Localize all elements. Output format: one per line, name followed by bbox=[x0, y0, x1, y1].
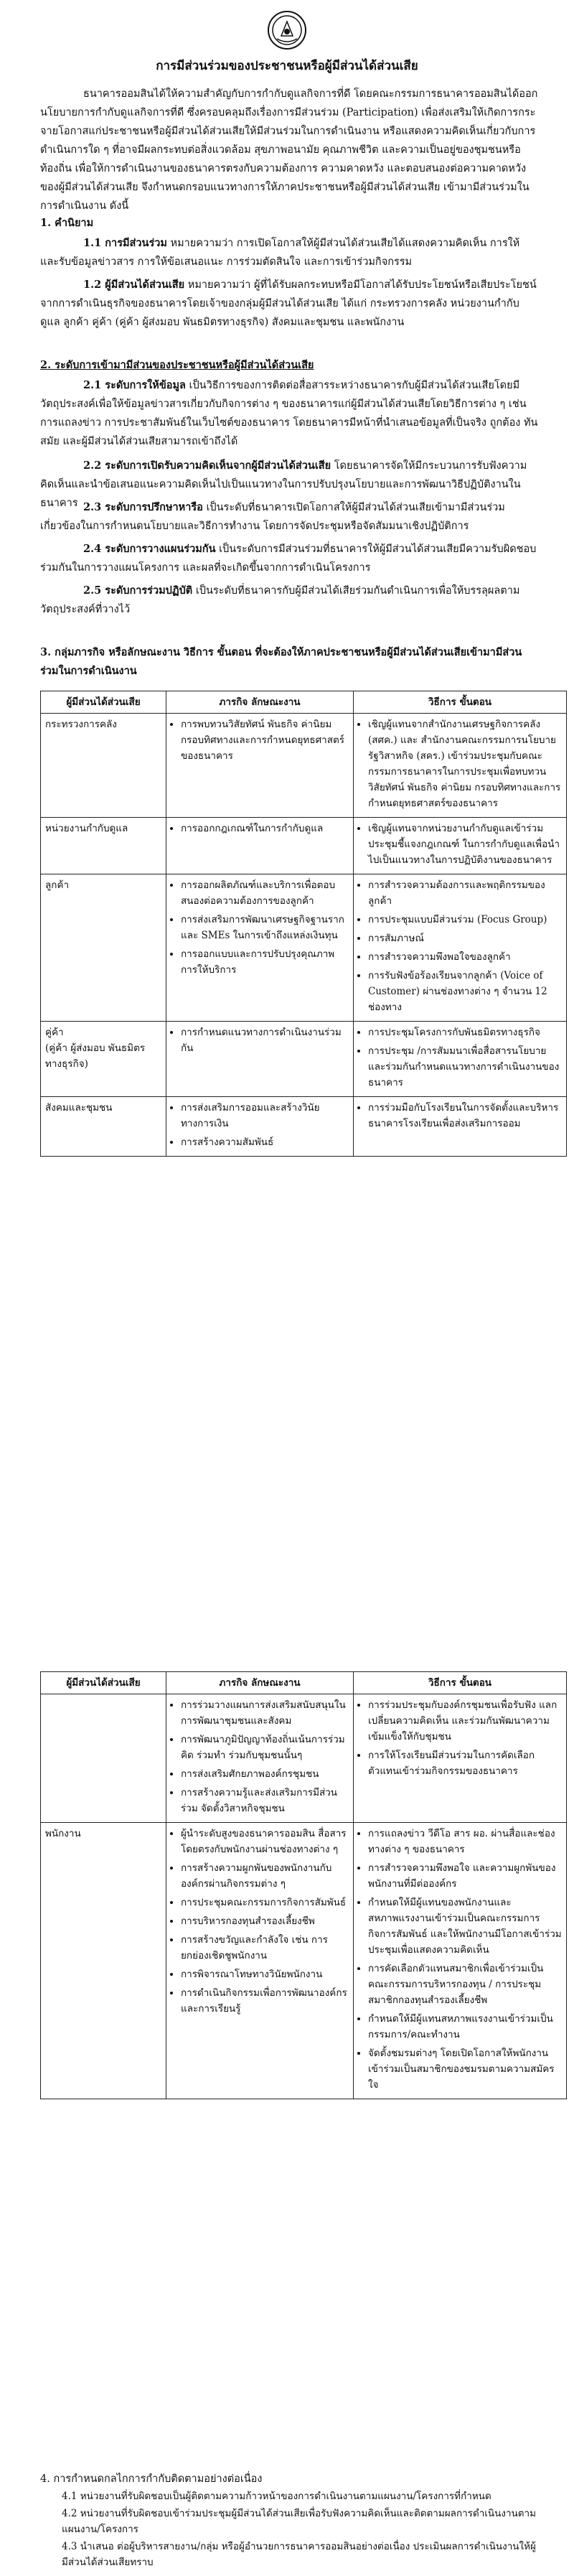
bullet-list bbox=[171, 821, 349, 836]
bullet-list bbox=[358, 877, 562, 1015]
level-consultation: 2.3 ระดับการปรึกษาหารือ เป็นระดับที่ธนาคารเปิดโอกาสให้ผู้มีส่วนได้ส่วนเสียเข้ามามีส่วนร่วมเกี่ยวข้องในการกำหนดนโยบายและวิธีการทำงาน โดยการจัดประชุมหรือจัดสัมมนาเชิงปฏิบัติการ bbox=[40, 501, 505, 532]
table-row bbox=[41, 1022, 567, 1097]
definition-stakeholder: 1.2 ผู้มีส่วนได้ส่วนเสีย หมายความว่า ผู้ที่ได้รับผลกระทบหรือมีโอกาสได้รับประโยชน์หรือเสียประโยชน์จากการดำเนินธุรกิจของธนาคารโดยเจ้าของกลุ่มผู้มีส่วนได้ส่วนเสีย ได้แก่ กระทรวงการคลัง หน่วยงานกำกับดูแล ลูกค้า คู่ค้า (คู่ค้า ผู้ส่งมอบ พันธมิตรทางธุรกิจ) สังคมและชุมชน และพนักงาน bbox=[40, 279, 537, 328]
table-row bbox=[41, 1694, 567, 1823]
column-header: ผู้มีส่วนได้ส่วนเสีย bbox=[41, 1672, 166, 1694]
bullet-list bbox=[358, 821, 562, 868]
bullet-list bbox=[358, 1100, 562, 1131]
list-item: • การสำรวจความพึงพอใจของลูกค้า bbox=[368, 949, 562, 965]
tasks-cell bbox=[166, 818, 354, 874]
column-header: วิธีการ ขั้นตอน bbox=[354, 1672, 567, 1694]
monitoring-item: 4.2 หน่วยงานที่รับผิดชอบเข้าร่วมประชุมผู้มีส่วนได้ส่วนเสียเพื่อรับฟังความคิดเห็นและติดตามผลการดำเนินงานตามแผนงาน/โครงการ bbox=[62, 2508, 537, 2535]
table-header-row bbox=[41, 1672, 567, 1694]
intro-paragraph: ธนาคารออมสินได้ให้ความสำคัญกับการกำกับดูแลกิจการที่ดี โดยคณะกรรมการธนาคารออมสินได้ออกนโยบายการกำกับดูแลกิจการที่ดี ซึ่งครอบคลุมถึงเรื่องการมีส่วนร่วม (Participation) เพื่อส่งเสริมให้เกิดการกระจายโอกาสแก่ประชาชนหรือผู้มีส่วนได้ส่วนเสียให้มีส่วนร่วมในการดำเนินงาน หรือแสดงความคิดเห็นเกี่ยวกับการดำเนินการใด ๆ ที่อาจมีผลกระทบต่อสิ่งแวดล้อม สุขภาพอนามัย คุณภาพชีวิต และความเป็นอยู่ของชุมชนหรือท้องถิ่น เพื่อให้การดำเนินงานของธนาคารตรงกับความต้องการ ความคาดหวัง และตอบสนองต่อความคาดหวังของผู้มีส่วนได้ส่วนเสีย จึงกำหนดกรอบแนวทางการให้ภาคประชาชนหรือผู้มีส่วนได้ส่วนเสีย เข้ามามีส่วนร่วมในการดำเนินงาน ดังนี้ bbox=[40, 88, 538, 212]
bullet-list bbox=[171, 877, 349, 978]
table-row bbox=[41, 1097, 567, 1157]
methods-cell bbox=[354, 1022, 567, 1097]
bullet-list bbox=[358, 1697, 562, 1779]
list-item: • การรับฟังข้อร้องเรียนจากลูกค้า (Voice of Customer) ผ่านช่องทางต่าง ๆ จำนวน 12 ช่องทาง bbox=[368, 968, 562, 1015]
methods-cell bbox=[354, 818, 567, 874]
thai-government-seal-icon bbox=[267, 10, 307, 50]
column-header: ภารกิจ ลักษณะงาน bbox=[166, 691, 354, 714]
list-item: • จัดตั้งชมรมต่างๆ โดยเปิดโอกาสให้พนักงานเข้าร่วมเป็นสมาชิกของชมรมตามความสมัครใจ bbox=[368, 2045, 562, 2093]
section-1-heading: 1. คำนิยาม bbox=[40, 217, 94, 229]
stakeholder-cell: ลูกค้า bbox=[41, 874, 166, 1022]
stakeholder-table-continued bbox=[40, 1671, 567, 2099]
tasks-cell bbox=[166, 1823, 354, 2099]
table-row bbox=[41, 818, 567, 874]
list-item: • การพิจารณาโทษทางวินัยพนักงาน bbox=[181, 1966, 349, 1982]
bullet-list bbox=[171, 1025, 349, 1056]
monitoring-item: 4.3 นำเสนอ ต่อผู้บริหารสายงาน/กลุ่ม หรือผู้อำนวยการธนาคารออมสินอย่างต่อเนื่อง ประเมินผลการดำเนินงานให้ผู้มีส่วนได้ส่วนเสียทราบ bbox=[62, 2541, 536, 2568]
stakeholder-cell: หน่วยงานกำกับดูแล bbox=[41, 818, 166, 874]
list-item: • การแถลงข่าว วีดีโอ สาร ผอ. ผ่านสื่อและช่องทางต่าง ๆ ของธนาคาร bbox=[368, 1826, 562, 1857]
monitoring-item: 4.1 หน่วยงานที่รับผิดชอบเป็นผู้ติดตามความก้าวหน้าของการดำเนินงานตามแผนงาน/โครงการที่กำหนด bbox=[62, 2491, 491, 2502]
section-4-heading: 4. การกำหนดกลไกการกำกับติดตามอย่างต่อเนื่อง bbox=[40, 2473, 263, 2485]
column-header: ภารกิจ ลักษณะงาน bbox=[166, 1672, 354, 1694]
column-header: ผู้มีส่วนได้ส่วนเสีย bbox=[41, 691, 166, 714]
list-item: • การร่วมประชุมกับองค์กรชุมชนเพื่อรับฟัง แลกเปลี่ยนความคิดเห็น และร่วมกันพัฒนาความเข้มแข็งให้กับชุมชน bbox=[368, 1697, 562, 1745]
table-header-row bbox=[41, 691, 567, 714]
list-item: • การประชุมแบบมีส่วนร่วม (Focus Group) bbox=[368, 912, 562, 928]
tasks-cell bbox=[166, 714, 354, 818]
bullet-list bbox=[171, 1100, 349, 1150]
list-item: • การร่วมมือกับโรงเรียนในการจัดตั้งและบริหารธนาคารโรงเรียนเพื่อส่งเสริมการออม bbox=[368, 1100, 562, 1131]
term-label: 1.2 ผู้มีส่วนได้ส่วนเสีย bbox=[83, 279, 185, 291]
level-opinion: 2.2 ระดับการเปิดรับความคิดเห็นจากผู้มีส่วนได้ส่วนเสีย โดยธนาคารจัดให้มีกระบวนการรับฟังความคิดเห็นและนำข้อเสนอแนะความคิดเห็นไปเป็นแนวทางในการปรับปรุงนโยบายและการพัฒนาวิธีปฏิบัติงานในธนาคาร bbox=[40, 459, 527, 509]
bullet-list bbox=[358, 1025, 562, 1091]
list-item: • ผู้นำระดับสูงของธนาคารออมสิน สื่อสารโดยตรงกับพนักงานผ่านช่องทางต่าง ๆ bbox=[181, 1826, 349, 1857]
list-item: • กำหนดให้มีผู้แทนของพนักงานและสหภาพแรงงานเข้าร่วมเป็นคณะกรรมการกิจการสัมพันธ์ และให้พนักงานมีโอกาสเข้าร่วมประชุมเพื่อแสดงความคิดเห็น bbox=[368, 1895, 562, 1958]
section-3-heading: 3. กลุ่มภารกิจ หรือลักษณะงาน วิธีการ ขั้นตอน ที่จะต้องให้ภาคประชาชนหรือผู้มีส่วนได้ส่วนเสียเข้ามามีส่วนร่วมในการดำเนินงาน bbox=[40, 646, 522, 677]
stakeholder-table bbox=[40, 691, 567, 1157]
bullet-list bbox=[171, 1826, 349, 2017]
list-item: • การให้โรงเรียนมีส่วนร่วมในการคัดเลือกตัวแทนเข้าร่วมกิจกรรมของธนาคาร bbox=[368, 1747, 562, 1779]
list-item: • การสัมภาษณ์ bbox=[368, 930, 562, 946]
list-item: • การออกกฎเกณฑ์ในการกำกับดูแล bbox=[181, 821, 349, 836]
stakeholder-cell: สังคมและชุมชน bbox=[41, 1097, 166, 1157]
list-item: • การประชุมโครงการกับพันธมิตรทางธุรกิจ bbox=[368, 1025, 562, 1040]
list-item: • การส่งเสริมการออมและสร้างวินัยทางการเงิน bbox=[181, 1100, 349, 1131]
level-joint-planning: 2.4 ระดับการวางแผนร่วมกัน เป็นระดับการมีส่วนร่วมที่ธนาคารให้ผู้มีส่วนได้ส่วนเสียมีความรับผิดชอบร่วมกันในการวางแผนโครงการ และผลที่จะเกิดขึ้นจากการดำเนินโครงการ bbox=[40, 543, 537, 574]
list-item: • การบริหารกองทุนสำรองเลี้ยงชีพ bbox=[181, 1913, 349, 1929]
list-item: • การคัดเลือกตัวแทนสมาชิกเพื่อเข้าร่วมเป็นคณะกรรมการบริหารกองทุน / การประชุมสมาชิกกองทุนสำรองเลี้ยงชีพ bbox=[368, 1961, 562, 2008]
list-item: • การดำเนินกิจกรรมเพื่อการพัฒนาองค์กรและการเรียนรู้ bbox=[181, 1985, 349, 2017]
list-item: • การกำหนดแนวทางการดำเนินงานร่วมกัน bbox=[181, 1025, 349, 1056]
list-item: • เชิญผู้แทนจากสำนักงานเศรษฐกิจการคลัง (สศค.) และ สำนักงานคณะกรรมการนโยบายรัฐวิสาหกิจ (สคร.) เข้าร่วมประชุมกับคณะกรรมการธนาคารในการประชุมเพื่อทบทวนวิสัยทัศน์ พันธกิจ ค่านิยม กรอบทิศทางและการกำหนดยุทธศาสตร์ของธนาคาร bbox=[368, 717, 562, 811]
table-body bbox=[41, 1694, 567, 2099]
list-item: • กำหนดให้มีผู้แทนสหภาพแรงงานเข้าร่วมเป็นกรรมการ/คณะทำงาน bbox=[368, 2011, 562, 2043]
list-item: • การสร้างความผูกพันของพนักงานกับองค์กรผ่านกิจกรรมต่าง ๆ bbox=[181, 1860, 349, 1892]
term-label: 1.1 การมีส่วนร่วม bbox=[83, 237, 167, 249]
table-row bbox=[41, 874, 567, 1022]
section-2-heading: 2. ระดับการเข้ามามีส่วนของประชาชนหรือผู้มีส่วนได้ส่วนเสีย bbox=[40, 359, 314, 371]
bullet-list bbox=[358, 717, 562, 811]
list-item: • การประชุม /การสัมมนาเพื่อสื่อสารนโยบายและร่วมกันกำหนดแนวทางการดำเนินงานของธนาคาร bbox=[368, 1043, 562, 1091]
list-item: • การพบทวนวิสัยทัศน์ พันธกิจ ค่านิยม กรอบทิศทางและการกำหนดยุทธศาสตร์ของธนาคาร bbox=[181, 717, 349, 764]
table-row bbox=[41, 714, 567, 818]
methods-cell bbox=[354, 714, 567, 818]
list-item: • การสำรวจความต้องการและพฤติกรรมของลูกค้า bbox=[368, 877, 562, 909]
list-item: • การประชุมคณะกรรมการกิจการสัมพันธ์ bbox=[181, 1895, 349, 1910]
methods-cell bbox=[354, 1823, 567, 2099]
tasks-cell bbox=[166, 1022, 354, 1097]
level-joint-action: 2.5 ระดับการร่วมปฏิบัติ เป็นระดับที่ธนาคารกับผู้มีส่วนได้เสียร่วมกันดำเนินการเพื่อให้บรรลุผลตามวัตถุประสงค์ที่วางไว้ bbox=[40, 584, 520, 615]
list-item: • เชิญผู้แทนจากหน่วยงานกำกับดูแลเข้าร่วมประชุมชี้แจงกฎเกณฑ์ ในการกำกับดูแลเพื่อนำไปเป็นแนวทางในการปฏิบัติงานของธนาคาร bbox=[368, 821, 562, 868]
stakeholder-cell: กระทรวงการคลัง bbox=[41, 714, 166, 818]
stakeholder-cell bbox=[41, 1694, 166, 1823]
methods-cell bbox=[354, 874, 567, 1022]
list-item: • การสร้างความรู้และส่งเสริมการมีส่วนร่วม จัดตั้งวิสาหกิจชุมชน bbox=[181, 1785, 349, 1816]
methods-cell bbox=[354, 1694, 567, 1823]
column-header: วิธีการ ขั้นตอน bbox=[354, 691, 567, 714]
list-item: • การส่งเสริมการพัฒนาเศรษฐกิจฐานราก และ SMEs ในการเข้าถึงแหล่งเงินทุน bbox=[181, 912, 349, 943]
level-information: 2.1 ระดับการให้ข้อมูล เป็นวิธีการของการติดต่อสื่อสารระหว่างธนาคารกับผู้มีส่วนได้ส่วนเสียโดยมีวัตถุประสงค์เพื่อให้ข้อมูลข่าวสารเกี่ยวกับกิจการต่าง ๆ ของธนาคารแก่ผู้มีส่วนได้ส่วนเสียโดยวิธีการต่าง ๆ เช่น การแถลงข่าว การประชาสัมพันธ์ในเว็บไซต์ของธนาคาร โดยธนาคารมีหน้าที่นำเสนอข้อมูลที่เป็นจริง ถูกต้อง ทันสมัย และผู้มีส่วนได้ส่วนเสียสามารถเข้าถึงได้ bbox=[40, 379, 538, 447]
page-title: การมีส่วนร่วมของประชาชนหรือผู้มีส่วนได้ส่วนเสีย bbox=[156, 59, 418, 73]
tasks-cell bbox=[166, 1097, 354, 1157]
tasks-cell bbox=[166, 1694, 354, 1823]
tasks-cell bbox=[166, 874, 354, 1022]
bullet-list bbox=[171, 1697, 349, 1816]
list-item: • การสำรวจความพึงพอใจ และความผูกพันของพนักงานที่มีต่อองค์กร bbox=[368, 1860, 562, 1892]
methods-cell bbox=[354, 1097, 567, 1157]
list-item: • การร่วมวางแผนการส่งเสริมสนับสนุนในการพัฒนาชุมชนและสังคม bbox=[181, 1697, 349, 1729]
list-item: • การสร้างความสัมพันธ์ bbox=[181, 1134, 349, 1150]
definition-participation: 1.1 การมีส่วนร่วม หมายความว่า การเปิดโอกาสให้ผู้มีส่วนได้ส่วนเสียได้แสดงความคิดเห็น การให้และรับข้อมูลข่าวสาร การให้ข้อเสนอแนะ การร่วมตัดสินใจ และการเข้าร่วมกิจกรรม bbox=[40, 237, 520, 268]
stakeholder-cell: พนักงาน bbox=[41, 1823, 166, 2099]
list-item: • การออกผลิตภัณฑ์และบริการเพื่อตอบสนองต่อความต้องการของลูกค้า bbox=[181, 877, 349, 909]
table-body bbox=[41, 714, 567, 1157]
list-item: • การส่งเสริมศักยภาพองค์กรชุมชน bbox=[181, 1766, 349, 1782]
list-item: • การพัฒนาภูมิปัญญาท้องถิ่นเน้นการร่วมคิด ร่วมทำ ร่วมกับชุมชนนั้นๆ bbox=[181, 1732, 349, 1763]
list-item: • การสร้างขวัญและกำลังใจ เช่น การยกย่องเชิดชูพนักงาน bbox=[181, 1932, 349, 1964]
list-item: • การออกแบบและการปรับปรุงคุณภาพการให้บริการ bbox=[181, 946, 349, 978]
bullet-list bbox=[358, 1826, 562, 2093]
bullet-list bbox=[171, 717, 349, 764]
stakeholder-cell: คู่ค้า (คู่ค้า ผู้ส่งมอบ พันธมิตรทางธุรกิจ) bbox=[41, 1022, 166, 1097]
table-row bbox=[41, 1823, 567, 2099]
